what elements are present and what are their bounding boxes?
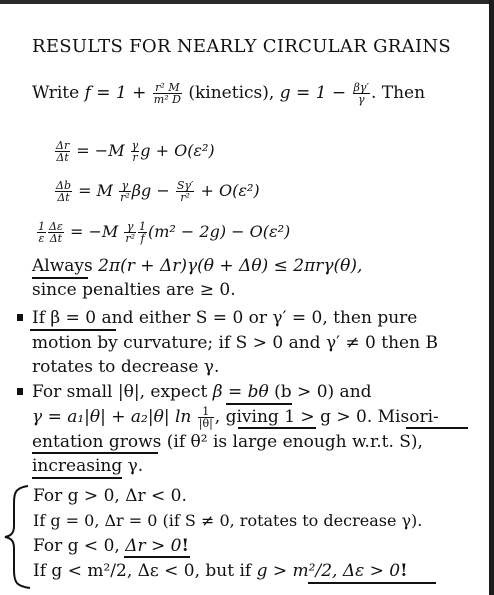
underline-giving <box>238 427 316 429</box>
bullet2-giving: giving 1 > g > 0 <box>225 407 367 427</box>
bullet1-line3: rotates to decrease γ. <box>32 357 220 377</box>
underline-grows <box>32 452 158 454</box>
intro-write: Write <box>32 83 85 103</box>
bullet2-frac: $\frac{1}{|\theta|}$ <box>198 405 213 430</box>
intro-g-def: g = 1 − <box>279 83 352 103</box>
eq3-rhs: = −M <box>69 222 124 241</box>
underline-dr-positive <box>124 556 190 558</box>
case-4-highlight: g > m²/2, Δε > 0 <box>256 561 401 581</box>
eq2-frac2: $\frac{S\gamma'}{\text{r²}}$ <box>176 179 194 204</box>
eq1-frac: $\frac{\gamma}{r}$ <box>131 139 139 164</box>
case-4 <box>33 561 408 581</box>
underline-misori <box>406 427 468 429</box>
underline-deps-positive <box>308 582 436 584</box>
eq1-tail: g + O(ε²) <box>140 141 215 160</box>
bullet2-comma: , <box>214 407 226 427</box>
case-2: If g = 0, Δr = 0 (if S ≠ 0, rotates to decrease γ). <box>33 511 423 530</box>
bullet2-line4: increasing γ. <box>32 456 144 476</box>
equation-dr <box>54 140 215 163</box>
bullet2-grows: entation grows <box>32 432 162 452</box>
bullet-2 <box>17 388 23 395</box>
underline-beta <box>226 403 292 405</box>
intro-then: . Then <box>370 83 426 103</box>
bullet1-line1 <box>32 308 417 328</box>
eq3-lhs: $\frac{\Delta\varepsilon}{\Delta t}$ <box>49 220 63 245</box>
bullet2-beta-b-theta: β = bθ <box>212 382 269 402</box>
underline-increasing <box>32 477 122 479</box>
eq3-pre: $\frac{1}{\varepsilon}$ <box>38 220 45 245</box>
bullet2-line3-rest: (if θ² is large enough w.r.t. S), <box>161 432 423 452</box>
eq3-tail: (m² − 2g) − O(ε²) <box>148 222 291 241</box>
eq1-lhs: $\frac{\Delta r}{\Delta t}$ <box>56 139 70 164</box>
top-edge <box>0 0 494 4</box>
intro-f-def: f = 1 + <box>84 83 152 103</box>
eq1-rhs: = −M <box>76 141 130 160</box>
eq2-tail: βg − <box>131 181 175 200</box>
bullet-1 <box>17 314 23 321</box>
intro-line <box>32 82 425 105</box>
bullet2-gamma-def: γ = a₁|θ| + a₂|θ| ln <box>32 407 197 427</box>
bullet2-line2 <box>32 406 439 429</box>
case-3-exclaim: ! <box>181 536 189 556</box>
bullet1-lead: If β = 0 <box>32 308 97 328</box>
bullet1-rest: and either S = 0 or γ′ = 0, then pure <box>96 308 418 328</box>
eq3-frac2: $\frac{1}{f}$ <box>139 220 146 245</box>
bullet2-period: . <box>366 407 378 427</box>
bullet2-misori: Misori- <box>377 407 439 427</box>
bullet2-line1 <box>32 382 372 402</box>
page-title: RESULTS FOR NEARLY CIRCULAR GRAINS <box>32 36 452 57</box>
always-line-2: since penalties are ≥ 0. <box>32 280 236 300</box>
intro-g-frac: $\frac{\beta\gamma'}{\gamma}$ <box>353 81 369 106</box>
eq2-frac: $\frac{\gamma}{\text{r²}}$ <box>120 179 130 204</box>
equation-deps <box>36 221 290 244</box>
case-3-highlight: Δr > 0 <box>125 536 182 556</box>
eq3-frac: $\frac{\gamma}{\text{r²}}$ <box>125 220 135 245</box>
curly-brace-icon <box>2 484 32 590</box>
bullet2-line1-b: (b > 0) and <box>268 382 372 402</box>
eq2-lhs: $\frac{\Delta b}{\Delta t}$ <box>56 179 71 204</box>
bullet1-line2: motion by curvature; if S > 0 and γ′ ≠ 0 then B <box>32 333 438 353</box>
equation-db <box>54 180 260 203</box>
bullet2-line3 <box>32 432 423 452</box>
case-3-pre: For g < 0, <box>33 536 126 556</box>
always-line <box>32 256 362 276</box>
case-1: For g > 0, Δr < 0. <box>33 486 187 506</box>
always-word: Always <box>32 256 93 276</box>
case-4-pre: If g < m²/2, Δε < 0, but if <box>33 561 257 581</box>
case-4-exclaim: ! <box>400 561 408 581</box>
eq2-rhs: = M <box>78 181 119 200</box>
always-expr: 2π(r + Δr)γ(θ + Δθ) ≤ 2πrγ(θ), <box>92 256 363 276</box>
underline-if-beta <box>30 329 116 331</box>
intro-f-frac: $\frac{\text{r² M}}{\text{m² D}}$ <box>153 81 181 106</box>
case-3 <box>33 536 189 556</box>
underline-always <box>32 277 88 279</box>
eq2-tail2: + O(ε²) <box>195 181 260 200</box>
right-edge <box>489 0 494 595</box>
intro-kinetics: (kinetics), <box>182 83 280 103</box>
bullet2-line1-a: For small |θ|, expect <box>32 382 213 402</box>
